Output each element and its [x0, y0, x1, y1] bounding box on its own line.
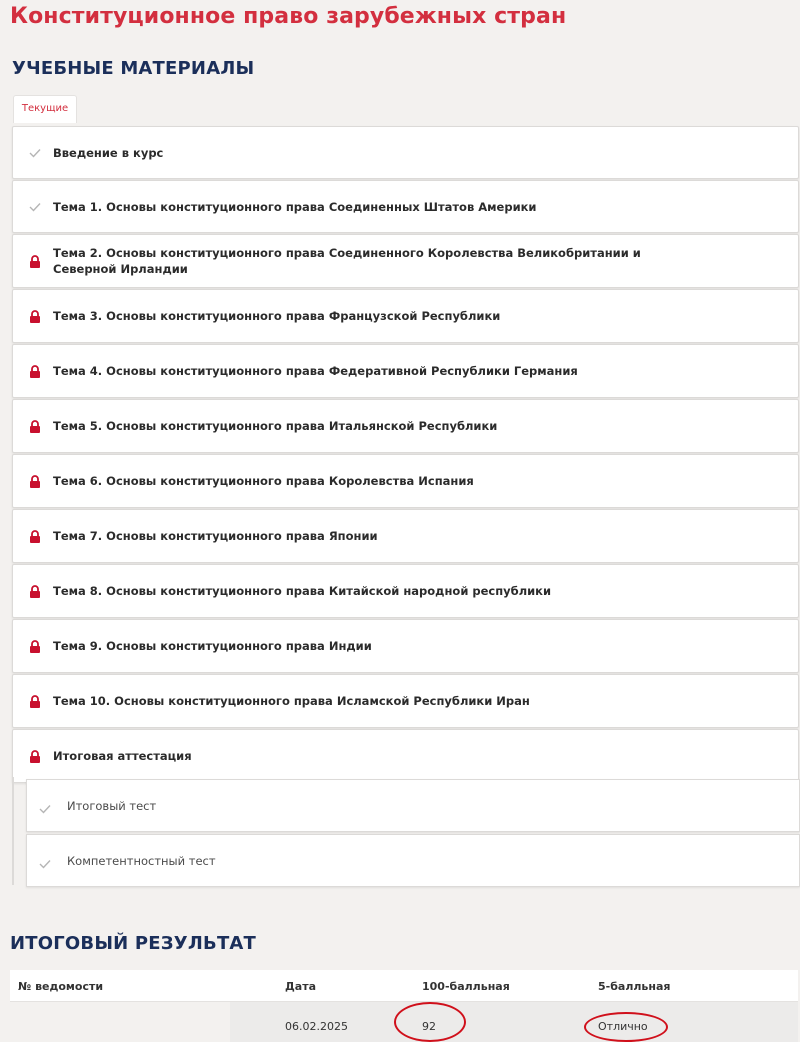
check-icon — [28, 146, 42, 160]
lock-icon — [28, 639, 42, 653]
tab-current[interactable]: Текущие — [13, 95, 77, 123]
lock-icon — [28, 364, 42, 378]
check-icon — [39, 854, 53, 868]
cell-score100: 92 — [422, 1020, 436, 1033]
material-item-topic-10[interactable] — [12, 674, 799, 728]
lock-icon — [28, 749, 42, 763]
material-item-topic-5[interactable] — [12, 399, 799, 453]
material-item-intro[interactable] — [12, 126, 799, 179]
material-item-topic-1[interactable] — [12, 180, 799, 233]
material-item-label: Тема 10. Основы конституционного права Исламской Республики Иран — [53, 694, 530, 708]
lock-icon — [28, 254, 42, 268]
sub-item-final-test[interactable] — [26, 779, 800, 832]
material-item-final-attestation[interactable] — [12, 729, 799, 783]
material-item-label: Введение в курс — [53, 145, 164, 160]
material-item-label: Тема 5. Основы конституционного права Итальянской Республики — [53, 419, 498, 433]
material-item-topic-2[interactable] — [12, 234, 799, 288]
material-item-topic-8[interactable] — [12, 564, 799, 618]
material-item-topic-9[interactable] — [12, 619, 799, 673]
material-item-topic-6[interactable] — [12, 454, 799, 508]
sub-item-label: Компетентностный тест — [67, 853, 216, 868]
material-item-topic-7[interactable] — [12, 509, 799, 563]
lock-icon — [28, 309, 42, 323]
cell-record — [10, 1002, 230, 1042]
material-item-label: Тема 9. Основы конституционного права Индии — [53, 639, 372, 653]
material-item-label: Итоговая аттестация — [53, 749, 192, 763]
column-header-score100: 100-балльная — [422, 980, 510, 993]
lock-icon — [28, 419, 42, 433]
lock-icon — [28, 474, 42, 488]
course-title: Конституционное право зарубежных стран — [10, 4, 567, 29]
check-icon — [28, 200, 42, 214]
material-item-label: Тема 1. Основы конституционного права Соединенных Штатов Америки — [53, 199, 537, 214]
table-header — [10, 970, 798, 1002]
materials-list — [12, 126, 799, 783]
lock-icon — [28, 529, 42, 543]
material-item-label: Тема 4. Основы конституционного права Федеративной Республики Германия — [53, 364, 578, 378]
sub-item-label: Итоговый тест — [67, 798, 157, 813]
column-header-record: № ведомости — [18, 980, 104, 993]
material-item-label: Тема 3. Основы конституционного права Французской Республики — [53, 309, 501, 323]
material-item-topic-3[interactable] — [12, 289, 799, 343]
material-item-label: Тема 7. Основы конституционного права Японии — [53, 529, 378, 543]
cell-score5: Отлично — [598, 1020, 648, 1033]
result-table — [10, 970, 798, 1042]
cell-date: 06.02.2025 — [285, 1020, 348, 1033]
annotation-circle-score5 — [584, 1012, 668, 1042]
material-item-topic-4[interactable] — [12, 344, 799, 398]
annotation-circle-score100 — [394, 1002, 466, 1042]
column-header-date: Дата — [285, 980, 317, 993]
materials-heading: УЧЕБНЫЕ МАТЕРИАЛЫ — [12, 58, 255, 79]
final-attestation-sublist — [12, 777, 799, 885]
material-item-label: Тема 6. Основы конституционного права Королевства Испания — [53, 474, 474, 488]
lock-icon — [28, 694, 42, 708]
check-icon — [39, 799, 53, 813]
result-heading: ИТОГОВЫЙ РЕЗУЛЬТАТ — [10, 933, 257, 954]
column-header-score5: 5-балльная — [598, 980, 671, 993]
sub-item-competency-test[interactable] — [26, 834, 800, 887]
material-item-label: Тема 2. Основы конституционного права Соединенного Королевства Великобритании и Северной Ирландии — [53, 246, 641, 276]
lock-icon — [28, 584, 42, 598]
table-row — [10, 1002, 798, 1042]
material-item-label: Тема 8. Основы конституционного права Китайской народной республики — [53, 584, 552, 598]
